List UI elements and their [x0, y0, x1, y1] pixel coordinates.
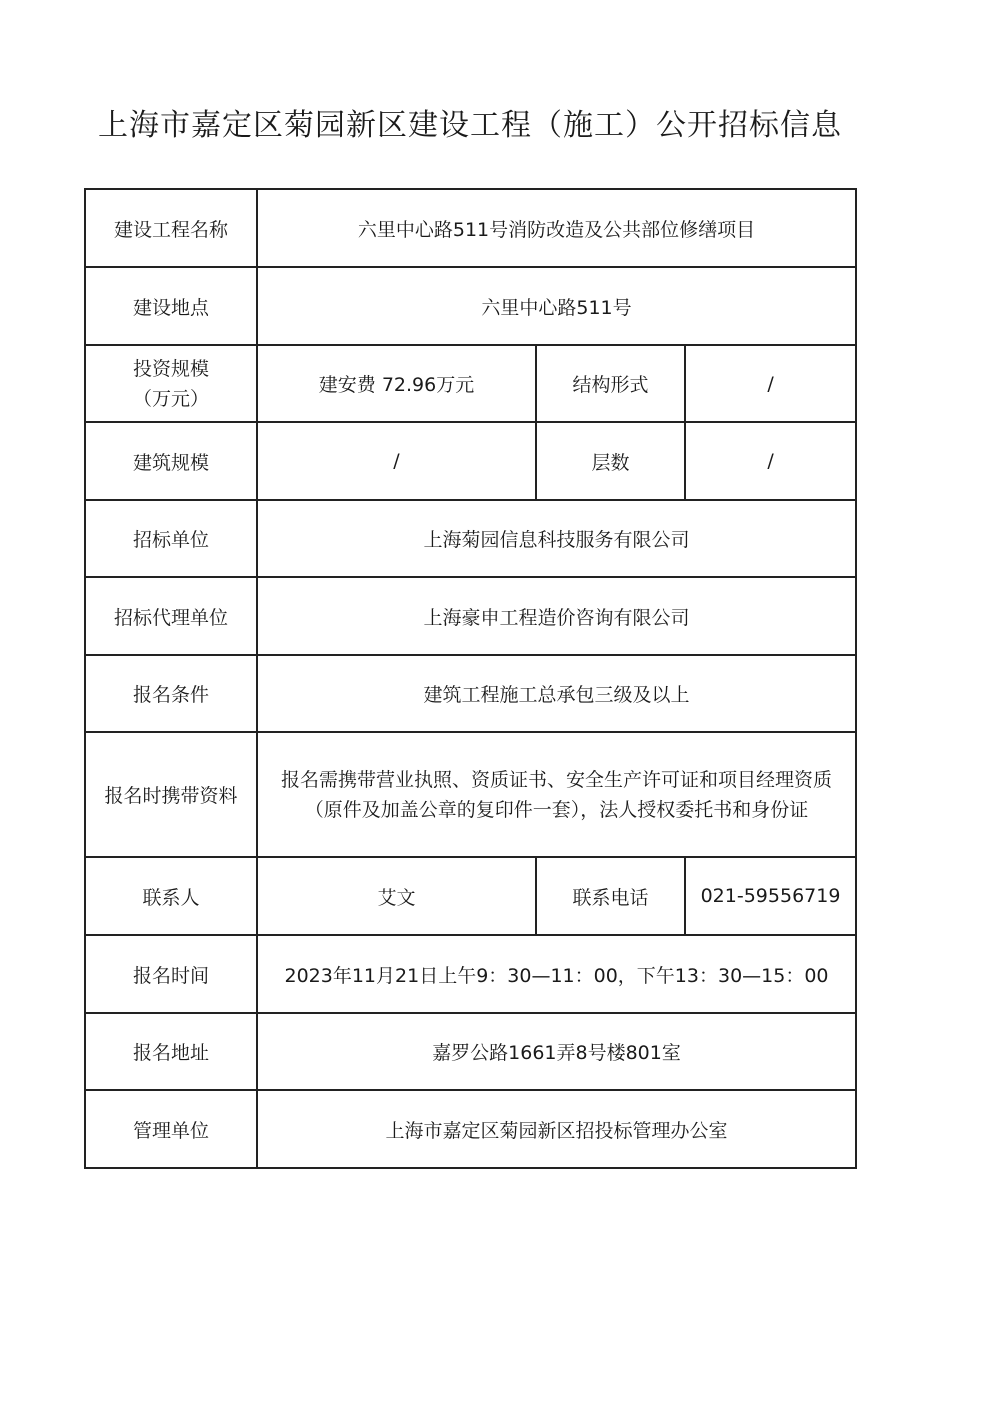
agent-label: 招标代理单位	[85, 577, 257, 655]
investment-label-line2: （万元）	[132, 387, 209, 410]
row-conditions	[85, 655, 856, 732]
phone-value: 021-59556719	[685, 857, 856, 935]
phone-label: 联系电话	[536, 857, 685, 935]
contact-label: 联系人	[85, 857, 257, 935]
project-name-label: 建设工程名称	[85, 189, 257, 267]
investment-label	[85, 345, 257, 422]
structure-value: /	[685, 345, 856, 422]
floors-label: 层数	[536, 422, 685, 500]
row-contact	[85, 857, 856, 935]
row-time	[85, 935, 856, 1013]
address-value: 嘉罗公路1661弄8号楼801室	[257, 1013, 856, 1090]
materials-label: 报名时携带资料	[85, 732, 257, 857]
row-materials	[85, 732, 856, 857]
tenderer-label: 招标单位	[85, 500, 257, 577]
agent-value: 上海豪申工程造价咨询有限公司	[257, 577, 856, 655]
address-label: 报名地址	[85, 1013, 257, 1090]
row-investment	[85, 345, 856, 422]
tender-info-table	[84, 188, 857, 1169]
investment-label-line1: 投资规模	[132, 357, 209, 380]
project-name-value: 六里中心路511号消防改造及公共部位修缮项目	[257, 189, 856, 267]
row-project-name	[85, 189, 856, 267]
tenderer-value: 上海菊园信息科技服务有限公司	[257, 500, 856, 577]
structure-label: 结构形式	[536, 345, 685, 422]
row-tenderer	[85, 500, 856, 577]
conditions-label: 报名条件	[85, 655, 257, 732]
floors-value: /	[685, 422, 856, 500]
materials-value-line1: 报名需携带营业执照、资质证书、安全生产许可证和项目经理资质	[281, 768, 833, 791]
authority-label: 管理单位	[85, 1090, 257, 1168]
building-scale-value: /	[257, 422, 536, 500]
page-title: 上海市嘉定区菊园新区建设工程（施工）公开招标信息	[98, 108, 842, 143]
materials-value-line2: （原件及加盖公章的复印件一套），法人授权委托书和身份证	[304, 798, 809, 821]
time-value: 2023年11月21日上午9：30—11：00，下午13：30—15：00	[257, 935, 856, 1013]
row-authority	[85, 1090, 856, 1168]
authority-value: 上海市嘉定区菊园新区招投标管理办公室	[257, 1090, 856, 1168]
row-address	[85, 1013, 856, 1090]
row-agent	[85, 577, 856, 655]
contact-value: 艾文	[257, 857, 536, 935]
time-label: 报名时间	[85, 935, 257, 1013]
row-building-scale	[85, 422, 856, 500]
materials-value	[257, 732, 856, 857]
conditions-value: 建筑工程施工总承包三级及以上	[257, 655, 856, 732]
investment-value: 建安费 72.96万元	[257, 345, 536, 422]
building-scale-label: 建筑规模	[85, 422, 257, 500]
row-location	[85, 267, 856, 345]
location-value: 六里中心路511号	[257, 267, 856, 345]
location-label: 建设地点	[85, 267, 257, 345]
